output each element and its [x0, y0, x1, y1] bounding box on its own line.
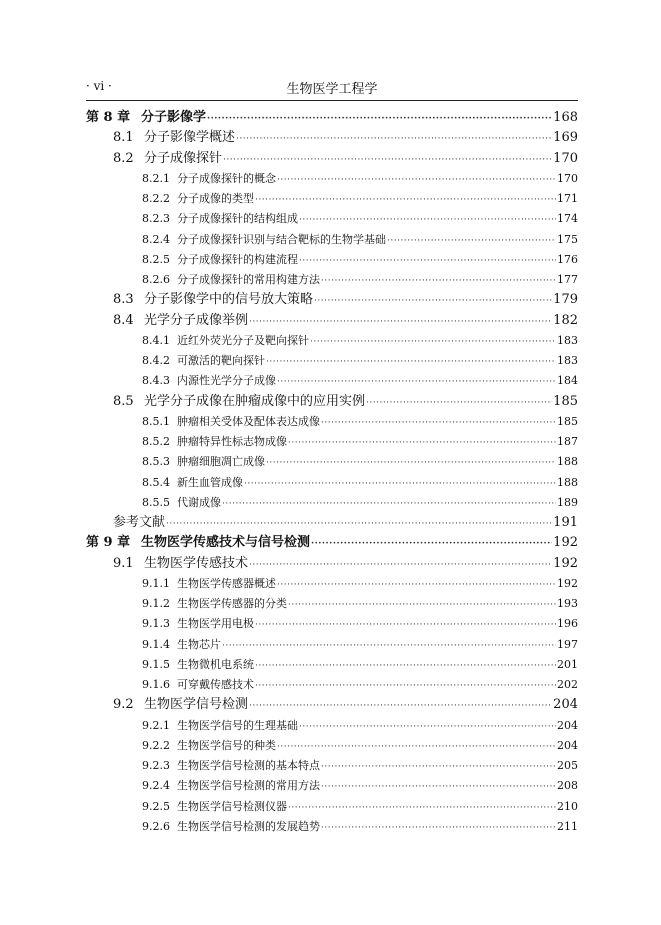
- dot-leader: [366, 393, 552, 413]
- toc-entry-title: 可激活的靶向探针: [177, 354, 265, 367]
- toc-page-number: 182: [553, 312, 578, 328]
- toc-entry-number: 8.1: [113, 130, 134, 146]
- dot-leader: [310, 332, 556, 352]
- toc-page-number: 192: [553, 535, 578, 551]
- toc-entry-title: 生物微机电系统: [177, 657, 254, 671]
- toc-page-number: 211: [557, 819, 578, 833]
- subsection-entry[interactable]: [86, 736, 578, 756]
- toc-entry-title: 分子成像探针识别与结合靶标的生物学基础: [177, 232, 386, 246]
- toc-page-number: 197: [557, 637, 578, 651]
- dot-leader: [299, 717, 556, 737]
- dot-leader: [249, 696, 552, 716]
- toc-entry-number: 8.2.3: [142, 212, 170, 226]
- toc-page-number: 188: [557, 455, 578, 469]
- toc-page-number: 192: [557, 576, 578, 590]
- subsection-entry[interactable]: [86, 209, 578, 229]
- toc-entry-label: [86, 533, 310, 553]
- toc-entry-label: [142, 250, 298, 270]
- subsection-entry[interactable]: [86, 817, 578, 837]
- toc-entry-title: 生物医学传感技术与信号检测: [141, 535, 311, 551]
- subsection-entry[interactable]: [86, 169, 578, 189]
- toc-entry-title: 生物医学用电极: [177, 617, 254, 631]
- toc-entry-number: 8.4: [113, 312, 134, 328]
- dot-leader: [321, 777, 556, 797]
- toc-page-number: 176: [557, 252, 578, 266]
- toc-entry-number: 8.3: [113, 292, 134, 308]
- dot-leader: [222, 636, 556, 656]
- toc-entry-number: 8.4.1: [142, 333, 170, 347]
- toc-page-number: 185: [553, 393, 578, 409]
- toc-entry-title: 生物芯片: [177, 637, 221, 651]
- subsection-entry[interactable]: [86, 331, 578, 351]
- dot-leader: [236, 129, 552, 149]
- toc-entry-number: 9.2.4: [142, 779, 170, 793]
- running-title: 生物医学工程学: [286, 82, 378, 97]
- toc-entry-number: 8.5.2: [142, 435, 170, 448]
- dot-leader: [266, 453, 556, 473]
- dot-leader: [244, 474, 556, 494]
- subsection-entry[interactable]: [86, 250, 578, 270]
- table-of-contents: [86, 108, 578, 837]
- toc-entry-number: 9.1.4: [142, 637, 170, 651]
- toc-page-number: 168: [553, 110, 578, 125]
- toc-entry-label: [142, 351, 265, 371]
- toc-entry-label: [142, 797, 287, 817]
- toc-entry-title: 分子成像的类型: [177, 192, 254, 205]
- toc-page-number: 193: [557, 597, 578, 610]
- toc-page-number: 208: [557, 779, 578, 793]
- subsection-entry[interactable]: [86, 351, 578, 371]
- toc-entry-label: [142, 756, 320, 776]
- toc-entry-title: 内源性光学分子成像: [177, 374, 276, 388]
- toc-page-number: 170: [553, 150, 578, 166]
- toc-entry-label: [142, 230, 386, 250]
- toc-page-number: 188: [557, 475, 578, 489]
- subsection-entry[interactable]: [86, 493, 578, 513]
- dot-leader: [255, 190, 556, 210]
- toc-entry-number: 8.2.1: [142, 171, 170, 185]
- toc-entry-label: [142, 574, 276, 594]
- dot-leader: [321, 271, 556, 291]
- section-entry[interactable]: [86, 311, 578, 331]
- subsection-entry[interactable]: [86, 594, 578, 614]
- toc-entry-label: [86, 108, 206, 128]
- toc-entry-title: 生物医学传感器的分类: [177, 597, 287, 610]
- toc-entry-label: [113, 290, 313, 310]
- toc-entry-number: 8.2.4: [142, 232, 170, 246]
- subsection-entry[interactable]: [86, 473, 578, 493]
- subsection-entry[interactable]: [86, 635, 578, 655]
- toc-entry-number: 8.2.6: [142, 273, 170, 286]
- toc-entry-title: 生物医学传感技术: [144, 555, 249, 571]
- toc-entry-number: 9.2.5: [142, 799, 170, 813]
- section-entry[interactable]: [86, 554, 578, 574]
- toc-page-number: 185: [557, 414, 578, 428]
- toc-entry-title: 分子成像探针的概念: [177, 171, 276, 185]
- section-entry[interactable]: [86, 290, 578, 310]
- subsection-entry[interactable]: [86, 614, 578, 634]
- toc-entry-number: 8.5.1: [142, 414, 170, 428]
- dot-leader: [166, 514, 552, 534]
- toc-entry-number: 8.5: [113, 393, 134, 409]
- toc-entry-label: [142, 716, 298, 736]
- toc-entry-title: 光学分子成像举例: [144, 312, 249, 328]
- toc-entry-title: 参考文献: [113, 515, 166, 530]
- toc-entry-label: [142, 189, 254, 209]
- toc-entry-title: 生物医学传感器概述: [177, 576, 276, 590]
- subsection-entry[interactable]: [86, 432, 578, 452]
- toc-entry-title: 肿瘤相关受体及配体表达成像: [177, 414, 320, 428]
- toc-entry-number: 8.4.3: [142, 374, 170, 388]
- toc-entry-number: 9.1.2: [142, 597, 170, 610]
- dot-leader: [311, 534, 552, 554]
- toc-entry-title: 分子成像探针的结构组成: [177, 212, 298, 226]
- dot-leader: [321, 818, 556, 838]
- subsection-entry[interactable]: [86, 230, 578, 250]
- dot-leader: [255, 676, 556, 696]
- toc-entry-number: 8.2.2: [142, 192, 170, 205]
- toc-entry-label: [142, 371, 276, 391]
- subsection-entry[interactable]: [86, 776, 578, 796]
- dot-leader: [288, 595, 556, 615]
- dot-leader: [299, 210, 556, 230]
- dot-leader: [255, 656, 556, 676]
- subsection-entry[interactable]: [86, 412, 578, 432]
- dot-leader: [266, 352, 556, 372]
- subsection-entry[interactable]: [86, 270, 578, 290]
- section-entry[interactable]: [86, 695, 578, 715]
- dot-leader: [277, 737, 556, 757]
- toc-page-number: 184: [557, 374, 578, 388]
- toc-entry-label: [142, 209, 298, 229]
- toc-entry-title: 肿瘤特异性标志物成像: [177, 435, 287, 448]
- toc-entry-number: 9.2: [113, 697, 134, 713]
- toc-entry-number: 9.2.2: [142, 738, 170, 752]
- toc-entry-title: 肿瘤细胞凋亡成像: [177, 455, 265, 469]
- toc-entry-number: 9.1.5: [142, 657, 170, 671]
- toc-entry-label: [142, 169, 276, 189]
- toc-entry-number: 9.2.3: [142, 759, 170, 772]
- toc-entry-number: 9.1.6: [142, 678, 170, 691]
- toc-entry-label: [113, 695, 248, 715]
- toc-entry-label: [113, 513, 165, 533]
- dot-leader: [207, 109, 552, 129]
- dot-leader: [249, 312, 552, 332]
- dot-leader: [288, 433, 556, 453]
- toc-page-number: 192: [553, 555, 578, 571]
- toc-page-number: 177: [557, 273, 578, 286]
- chapter-entry[interactable]: [86, 533, 578, 553]
- toc-entry-label: [142, 452, 265, 472]
- toc-entry-title: 生物医学信号的生理基础: [177, 718, 298, 732]
- toc-entry-label: [142, 614, 254, 634]
- toc-page-number: 191: [553, 515, 578, 530]
- page-header: [86, 78, 578, 101]
- chapter-entry[interactable]: [86, 108, 578, 128]
- toc-page-number: 210: [557, 799, 578, 813]
- toc-entry-title: 生物医学信号检测的常用方法: [177, 779, 320, 793]
- section-entry[interactable]: [86, 392, 578, 412]
- dot-leader: [387, 231, 556, 251]
- toc-page-number: 204: [557, 718, 578, 732]
- toc-entry-number: 8.5.3: [142, 455, 170, 469]
- toc-entry-label: [113, 149, 222, 169]
- toc-entry-label: [142, 675, 254, 695]
- dot-leader: [249, 555, 552, 575]
- toc-entry-label: [142, 635, 221, 655]
- toc-page-number: 171: [557, 192, 578, 205]
- toc-page-number: 174: [557, 212, 578, 226]
- toc-entry-number: 8.5.4: [142, 475, 170, 489]
- toc-page-number: 183: [557, 333, 578, 347]
- toc-entry-title: 生物医学信号检测的基本特点: [177, 759, 320, 772]
- dot-leader: [277, 372, 556, 392]
- toc-entry-label: [142, 473, 243, 493]
- subsection-entry[interactable]: [86, 716, 578, 736]
- toc-entry-title: 分子影像学: [141, 110, 207, 125]
- toc-page-number: 187: [557, 435, 578, 448]
- toc-entry-label: [142, 270, 320, 290]
- toc-page-number: 179: [553, 292, 578, 308]
- toc-entry-number: 第 9 章: [86, 535, 131, 551]
- toc-entry-title: 生物医学信号检测的发展趋势: [177, 819, 320, 833]
- toc-entry-number: 8.2: [113, 150, 134, 166]
- toc-entry-number: 9.1: [113, 555, 134, 571]
- toc-page-number: 170: [557, 171, 578, 185]
- toc-entry-title: 分子成像探针: [144, 150, 223, 166]
- toc-page-number: 175: [557, 232, 578, 246]
- dot-leader: [277, 170, 556, 190]
- subsection-entry[interactable]: [86, 371, 578, 391]
- toc-entry-number: 8.4.2: [142, 354, 170, 367]
- toc-entry-title: 分子影像学概述: [144, 130, 236, 146]
- toc-page-number: 183: [557, 354, 578, 367]
- toc-page-number: 189: [557, 495, 578, 509]
- toc-entry-label: [142, 776, 320, 796]
- subsection-entry[interactable]: [86, 452, 578, 472]
- dot-leader: [288, 798, 556, 818]
- toc-entry-title: 近红外荧光分子及靶向探针: [177, 333, 309, 347]
- toc-entry-label: [113, 311, 248, 331]
- toc-entry-label: [142, 331, 309, 351]
- toc-page-number: 201: [557, 657, 578, 671]
- subsection-entry[interactable]: [86, 574, 578, 594]
- toc-entry-label: [142, 412, 320, 432]
- toc-entry-title: 新生血管成像: [177, 475, 243, 489]
- page-number: · vi ·: [86, 79, 112, 93]
- toc-page-number: 202: [557, 678, 578, 691]
- subsection-entry[interactable]: [86, 797, 578, 817]
- toc-entry-title: 生物医学信号检测: [144, 697, 249, 713]
- toc-entry-label: [142, 736, 276, 756]
- toc-entry-title: 生物医学信号的种类: [177, 738, 276, 752]
- section-entry[interactable]: [86, 149, 578, 169]
- toc-entry-number: 第 8 章: [86, 110, 131, 125]
- toc-page-number: 204: [553, 697, 578, 713]
- toc-entry-title: 生物医学信号检测仪器: [177, 799, 287, 813]
- toc-entry-title: 分子影像学中的信号放大策略: [144, 292, 314, 308]
- dot-leader: [255, 615, 556, 635]
- toc-page-number: 204: [557, 738, 578, 752]
- toc-entry-label: [113, 554, 248, 574]
- toc-entry-title: 代谢成像: [177, 495, 221, 509]
- toc-page-number: 205: [557, 759, 578, 772]
- toc-entry-number: 8.5.5: [142, 495, 170, 509]
- references-entry[interactable]: [86, 513, 578, 533]
- subsection-entry[interactable]: [86, 756, 578, 776]
- subsection-entry[interactable]: [86, 189, 578, 209]
- toc-entry-number: 9.2.1: [142, 718, 170, 732]
- toc-entry-title: 分子成像探针的构建流程: [177, 252, 298, 266]
- toc-entry-label: [142, 817, 320, 837]
- dot-leader: [223, 150, 552, 170]
- toc-entry-label: [113, 392, 365, 412]
- toc-entry-title: 光学分子成像在肿瘤成像中的应用实例: [144, 393, 366, 409]
- toc-entry-number: 9.1.1: [142, 576, 170, 590]
- toc-entry-label: [142, 493, 221, 513]
- toc-page-number: 196: [557, 617, 578, 631]
- dot-leader: [321, 757, 556, 777]
- toc-entry-number: 9.2.6: [142, 819, 170, 833]
- toc-page-number: 169: [553, 130, 578, 146]
- dot-leader: [314, 291, 552, 311]
- subsection-entry[interactable]: [86, 655, 578, 675]
- subsection-entry[interactable]: [86, 675, 578, 695]
- toc-entry-number: 8.2.5: [142, 252, 170, 266]
- toc-entry-label: [142, 432, 287, 452]
- toc-entry-title: 可穿戴传感技术: [177, 678, 254, 691]
- dot-leader: [277, 575, 556, 595]
- dot-leader: [299, 251, 556, 271]
- toc-entry-number: 9.1.3: [142, 617, 170, 631]
- toc-entry-label: [142, 655, 254, 675]
- dot-leader: [222, 494, 556, 514]
- toc-entry-title: 分子成像探针的常用构建方法: [177, 273, 320, 286]
- dot-leader: [321, 413, 556, 433]
- toc-entry-label: [142, 594, 287, 614]
- toc-entry-label: [113, 128, 235, 148]
- section-entry[interactable]: [86, 128, 578, 148]
